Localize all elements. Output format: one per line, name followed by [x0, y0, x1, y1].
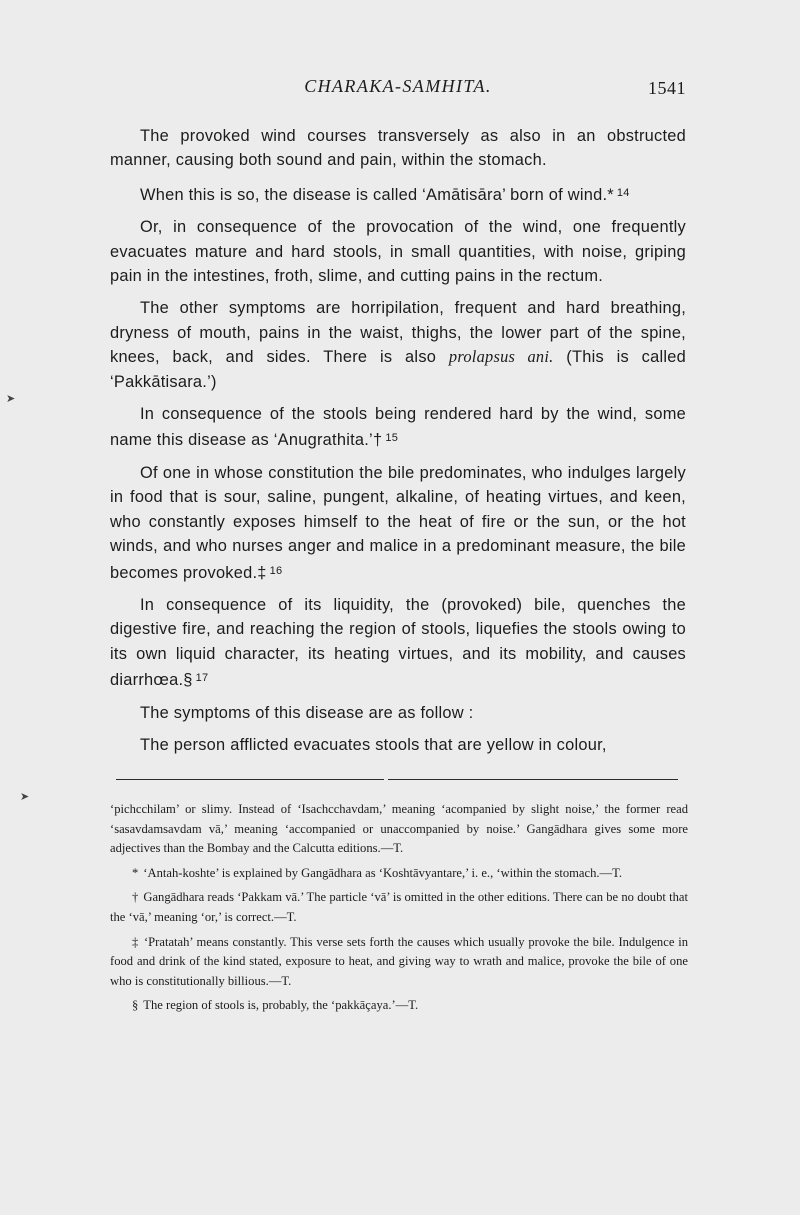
footnote-divider: [116, 779, 384, 780]
margin-arrow-icon: ➤: [6, 392, 16, 405]
verse-number: 14: [616, 186, 630, 199]
footnote-marker: †: [132, 890, 139, 905]
page-number: 1541: [648, 78, 686, 98]
paragraph: Of one in whose constitution the bile predominates, who indulges largely in food that is sour, saline, pungent, alkaline, of heating virtues, and keen, who constantly exposes himself to the heat of fire or the sun, or the hot winds, and who nurses anger and malice in a predominant measure, the bile becomes provoked.‡ $^{16}$: [110, 463, 686, 582]
paragraph: The provoked wind courses transversely as also in an obstructed manner, causing both sound and pain, within the stomach.: [110, 127, 686, 170]
paragraph: Or, in consequence of the provocation of the wind, one frequently evacuates mature and hard stools, in small quantities, with noise, griping pain in the intestines, froth, slime, and cutting pains in the rectum.: [110, 218, 686, 286]
latin-term: prolapsus ani.: [448, 347, 554, 367]
verse-number: 15: [385, 432, 399, 445]
page-title: CHARAKA-SAMHITA.: [304, 76, 492, 96]
footnote-double-dagger: ‡ ‘Pratatah’ means constantly. This verse sets forth the causes which usually provoke the bile. Indulgence in food and drink of the kind stated, exposure to heat, and giving way to wrath and malice, provoke the bile of one who is constitutionally billious.—T.: [110, 934, 689, 988]
footnote-star: * ‘Antah-koshte’ is explained by Gangādhara as ‘Koshtāvyantare,’ i. e., ‘within the stomach.—T.: [132, 865, 623, 880]
verse-number: 17: [195, 672, 209, 685]
paragraph: The other symptoms are horripilation, frequent and hard breathing, dryness of mouth, pains in the waist, thighs, the lower part of the spine, knees, back, and sides. There is also prolapsus ani. (This is called ‘Pakkātisara.’): [110, 299, 687, 391]
paragraph: In consequence of the stools being rendered hard by the wind, some name this disease as ‘Anugrathita.’† $^{15}$: [110, 405, 686, 450]
footnote-divider: [388, 779, 678, 780]
footnote-marker: *: [132, 865, 139, 880]
footnote-marker: §: [132, 998, 139, 1013]
running-head: [110, 76, 686, 102]
paragraph: The person afflicted evacuates stools that are yellow in colour,: [140, 735, 607, 754]
footnote-section: § The region of stools is, probably, the ‘pakkāçaya.’—T.: [132, 998, 419, 1013]
footnote-continued: ‘pichcchilam’ or slimy. Instead of ‘Isachcchavdam,’ meaning ‘acompanied by slight noise,’ the former read ‘sasavdamsavdam vā,’ meaning ‘accompanied or unaccompanied by noise.’ Gangādhara gives some more adjectives than the Bombay and the Calcutta editions.—T.: [110, 802, 688, 856]
paragraph: The symptoms of this disease are as follow :: [140, 703, 474, 722]
margin-arrow-icon: ➤: [20, 790, 30, 803]
paragraph: When this is so, the disease is called ‘Amātisāra’ born of wind.* $^{14}$: [140, 185, 630, 204]
footnote-marker: ‡: [132, 934, 139, 949]
verse-number: 16: [269, 564, 283, 577]
main-text: [110, 124, 686, 765]
footnotes: [110, 800, 688, 1021]
paragraph: In consequence of its liquidity, the (provoked) bile, quenches the digestive fire, and reaching the region of stools, liquefies the stools owing to its own liquid character, its heating virtues, and its mobility, and causes diarrhœa.§ $^{17}$: [110, 595, 686, 690]
footnote-dagger: † Gangādhara reads ‘Pakkam vā.’ The particle ‘vā’ is omitted in the other editions. There can be no doubt that the ‘vā,’ meaning ‘or,’ is correct.—T.: [110, 890, 688, 924]
